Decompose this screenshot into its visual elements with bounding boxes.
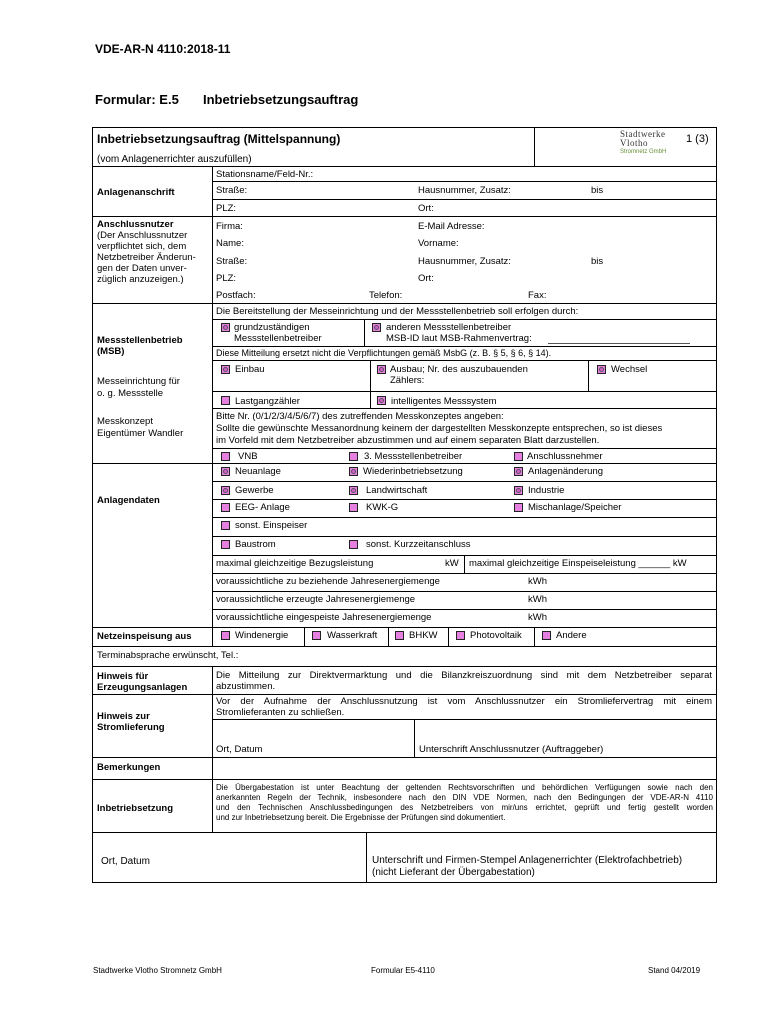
bis-label: bis (591, 185, 604, 196)
page-number: 1 (3) (686, 133, 709, 145)
wasser-label: Wasserkraft (327, 630, 378, 641)
hinweis-strom-label: Hinweis zur (97, 711, 150, 722)
checkbox-misch[interactable] (514, 503, 523, 512)
pv-label: Photovoltaik (470, 630, 522, 641)
checkbox-anderer-msb[interactable] (372, 323, 381, 332)
baustrom-label: Baustrom (235, 539, 276, 550)
bis-label: bis (591, 256, 604, 267)
checkbox-lastgang[interactable] (221, 396, 230, 405)
checkbox-gewerbe[interactable] (221, 486, 230, 495)
opt-anderer-msb-label: anderen Messstellenbetreiber (386, 322, 512, 333)
section-inbetriebsetzung: Inbetriebsetzung (97, 803, 174, 814)
form-subtitle: (vom Anlagenerrichter auszufüllen) (97, 154, 252, 165)
signatur-hinweis: (nicht Lieferant der Übergabestation) (372, 867, 535, 878)
hinweis-strom-label: Stromlieferung (97, 722, 165, 733)
lastgang-label: Lastgangzähler (235, 396, 300, 407)
strasse-label: Straße: (216, 256, 248, 267)
checkbox-landwirtschaft[interactable] (349, 486, 358, 495)
form-main-title: Inbetriebsetzungsauftrag (Mittelspannung) (97, 132, 341, 146)
signatur-unterschrift-label: Unterschrift und Firmen-Stempel Anlagenerrichter (Elektrofachbetrieb) (372, 855, 683, 866)
einspeiseleistung-label: maximal gleichzeitige Einspeiseleistung ______ kW (469, 558, 687, 569)
eigentuemer-wandler-label: Eigentümer Wandler (97, 428, 184, 439)
hinweis-erzeugung-text: Die Mitteilung zur Direktvermarktung und die Bilanzkreiszuordnung sind mit dem Netzbetreiber separat (216, 670, 712, 681)
einbau-label: Einbau (235, 364, 265, 375)
section-bemerkungen: Bemerkungen (97, 762, 161, 773)
checkbox-wiederinbetrieb[interactable] (349, 467, 358, 476)
section-anlagenanschrift: Anlagenanschrift (97, 187, 175, 198)
ort-datum-label: Ort, Datum (216, 744, 263, 755)
bezugsleistung-unit: kW (445, 558, 459, 569)
bemerkungen-field[interactable] (214, 759, 716, 778)
anschlussnutzer-note: gen der Daten unver- (97, 263, 187, 274)
strasse-label: Straße: (216, 185, 248, 196)
form-label: Formular: E.5 (95, 92, 179, 107)
hinweis-erzeugung-label: Hinweis für (97, 671, 149, 682)
plz-label: PLZ: (216, 203, 237, 214)
checkbox-andere[interactable] (542, 631, 551, 640)
jahresbezug-unit: kWh (528, 576, 547, 587)
section-msb-abbr: (MSB) (97, 346, 125, 357)
checkbox-intelligent[interactable] (377, 396, 386, 405)
bhkw-label: BHKW (409, 630, 438, 641)
firma-label: Firma: (216, 221, 243, 232)
dritter-msb-label: 3. Messstellenbetreiber (364, 451, 463, 462)
name-label: Name: (216, 238, 244, 249)
andere-label: Andere (556, 630, 587, 641)
plz-label: PLZ: (216, 273, 237, 284)
ausbau-label: Zählers: (390, 375, 425, 386)
bezugsleistung-label: maximal gleichzeitige Bezugsleistung (216, 558, 374, 569)
landwirtschaft-label: Landwirtschaft (366, 485, 428, 496)
aenderung-label: Anlagenänderung (528, 466, 604, 477)
checkbox-bhkw[interactable] (395, 631, 404, 640)
hinweis-strom-text: Stromlieferanten zu schließen. (216, 707, 345, 718)
wind-label: Windenergie (235, 630, 289, 641)
msb-id-input-line[interactable] (548, 343, 690, 344)
anschlussnehmer-label: Anschlussnehmer (527, 451, 603, 462)
jahresbezug-label: voraussichtliche zu beziehende Jahresenergiemenge (216, 576, 440, 587)
checkbox-baustrom[interactable] (221, 540, 230, 549)
checkbox-ausbau[interactable] (377, 365, 386, 374)
ort-label: Ort: (418, 203, 434, 214)
postfach-label: Postfach: (216, 290, 256, 301)
messkonzept-label: Messkonzept (97, 416, 153, 427)
fax-label: Fax: (528, 290, 547, 301)
messkonzept-text: im Vorfeld mit dem Netzbetreiber abzustimmen und auf einem separaten Blatt darzustellen. (216, 435, 600, 446)
kurzzeit-label: sonst. Kurzzeitanschluss (366, 539, 471, 550)
ort-label: Ort: (418, 273, 434, 284)
station-label: Stationsname/Feld-Nr.: (216, 169, 314, 180)
opt-anderer-msb-label: MSB-ID laut MSB-Rahmenvertrag: (386, 333, 532, 344)
jahreserzeugung-unit: kWh (528, 594, 547, 605)
section-msb: Messstellenbetrieb (97, 335, 183, 346)
inbetriebsetzung-text: Die Übergabestation ist unter Beachtung der geltenden Rechtsvorschriften und behördlichen Verfügungen sowie nach den anerkannten Regeln der Technik, insbesondere nach den DIN VDE Normen, nach den Bedingungen der VDE-AR-N 4110 und den Technischen Anschlussbedingungen des Netzbetreibers von mir/uns errichtet, geprüft und fertig gestellt worden und zur Inbetriebsetzung bereit. Die Ergebnisse der Prüfungen sind dokumentiert. (216, 783, 713, 822)
eeg-label: EEG- Anlage (235, 502, 290, 513)
ausbau-label: Ausbau; Nr. des auszubauenden (390, 364, 528, 375)
opt-grundzustaendig-label: grundzuständigen (234, 322, 310, 333)
wiederinbetrieb-label: Wiederinbetriebsetzung (363, 466, 463, 477)
neuanlage-label: Neuanlage (235, 466, 281, 477)
email-label: E-Mail Adresse: (418, 221, 485, 232)
msb-intro: Die Bereitstellung der Messeinrichtung und der Messstellenbetrieb soll erfolgen durch: (216, 306, 579, 317)
msb-hinweis: Diese Mitteilung ersetzt nicht die Verpflichtungen gemäß MsbG (z. B. § 5, § 6, § 14). (216, 348, 552, 358)
gewerbe-label: Gewerbe (235, 485, 274, 496)
checkbox-dritter-msb[interactable] (349, 452, 358, 461)
footer-stand: Stand 04/2019 (648, 966, 701, 975)
messkonzept-text: Bitte Nr. (0/1/2/3/4/5/6/7) des zutreffenden Messkonzeptes angeben: (216, 411, 504, 422)
checkbox-anschlussnehmer[interactable] (514, 452, 523, 461)
intelligent-label: intelligentes Messsystem (391, 396, 497, 407)
wechsel-label: Wechsel (611, 364, 648, 375)
anschlussnutzer-note: züglich anzuzeigen.) (97, 274, 184, 285)
checkbox-wechsel[interactable] (597, 365, 606, 374)
terminabsprache-label: Terminabsprache erwünscht, Tel.: (97, 650, 239, 661)
vorname-label: Vorname: (418, 238, 459, 249)
footer-form-id: Formular E5-4110 (371, 966, 435, 975)
checkbox-aenderung[interactable] (514, 467, 523, 476)
footer-company: Stadtwerke Vlotho Stromnetz GmbH (93, 966, 222, 975)
form-title: Inbetriebsetzungsauftrag (203, 92, 359, 107)
checkbox-pv[interactable] (456, 631, 465, 640)
messeinrichtung-label: Messeinrichtung für (97, 376, 180, 387)
company-logo: Stadtwerke Vlotho Stromnetz GmbH (620, 129, 667, 155)
hausnummer-label: Hausnummer, Zusatz: (418, 256, 511, 267)
jahreserzeugung-label: voraussichtliche erzeugte Jahresenergiemenge (216, 594, 416, 605)
telefon-label: Telefon: (369, 290, 403, 301)
anschlussnutzer-note: Netzbetreiber Änderun- (97, 252, 196, 263)
messkonzept-text: Sollte die gewünschte Messanordnung keinem der dargestellten Messkonzepte entsprechen, so ist dieses (216, 423, 663, 434)
checkbox-wasser[interactable] (312, 631, 321, 640)
industrie-label: Industrie (528, 485, 565, 496)
kwkg-label: KWK-G (366, 502, 399, 513)
vnb-label: VNB (238, 451, 258, 462)
jahreseinspeisung-label: voraussichtliche eingespeiste Jahresenergiemenge (216, 612, 432, 623)
checkbox-grundzustaendig[interactable] (221, 323, 230, 332)
checkbox-industrie[interactable] (514, 486, 523, 495)
anschlussnutzer-note: (Der Anschlussnutzer (97, 230, 188, 241)
hinweis-erzeugung-text: abzustimmen. (216, 681, 276, 692)
checkbox-sonst-einspeiser[interactable] (221, 521, 230, 530)
hinweis-strom-text: Vor der Aufnahme der Anschlussnutzung ist vom Anschlussnutzer ein Stromliefervertrag mit einem (216, 696, 712, 707)
checkbox-kwkg[interactable] (349, 503, 358, 512)
opt-grundzustaendig-label: Messstellenbetreiber (234, 333, 322, 344)
standard-title: VDE-AR-N 4110:2018-11 (95, 42, 231, 56)
checkbox-vnb[interactable] (221, 452, 230, 461)
checkbox-wind[interactable] (221, 631, 230, 640)
signatur-ort-datum: Ort, Datum (101, 856, 150, 867)
unterschrift-anschlussnutzer-label: Unterschrift Anschlussnutzer (Auftraggeber) (419, 744, 604, 755)
hausnummer-label: Hausnummer, Zusatz: (418, 185, 511, 196)
jahreseinspeisung-unit: kWh (528, 612, 547, 623)
section-anschlussnutzer: Anschlussnutzer (97, 219, 174, 230)
checkbox-kurzzeit[interactable] (349, 540, 358, 549)
messeinrichtung-label: o. g. Messstelle (97, 388, 163, 399)
checkbox-eeg[interactable] (221, 503, 230, 512)
section-anlagendaten: Anlagendaten (97, 495, 160, 506)
checkbox-einbau[interactable] (221, 365, 230, 374)
hinweis-erzeugung-label: Erzeugungsanlagen (97, 682, 188, 693)
anschlussnutzer-note: verpflichtet sich, dem (97, 241, 187, 252)
misch-label: Mischanlage/Speicher (528, 502, 622, 513)
section-netzeinspeisung: Netzeinspeisung aus (97, 631, 192, 642)
checkbox-neuanlage[interactable] (221, 467, 230, 476)
sonst-einspeiser-label: sonst. Einspeiser (235, 520, 308, 531)
